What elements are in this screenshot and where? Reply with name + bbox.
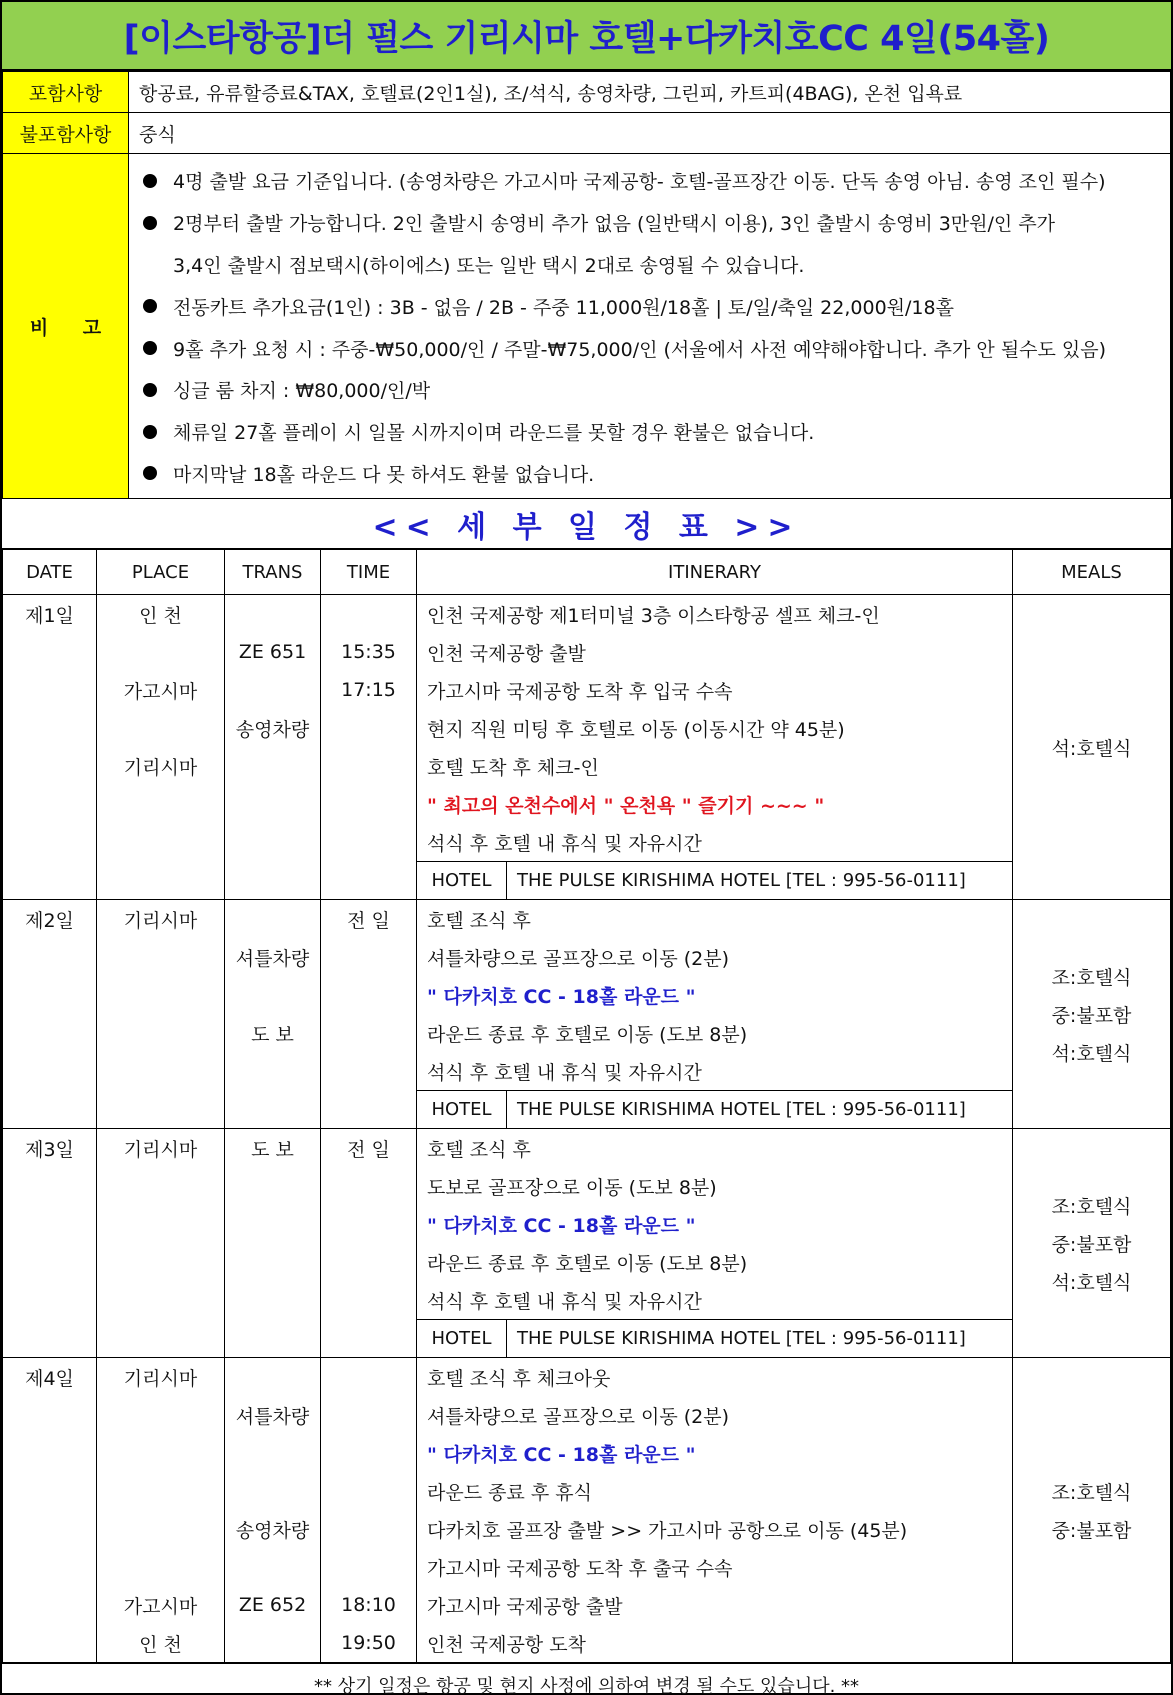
- itinerary-line: 도보로 골프장으로 이동 (도보 8분): [427, 1176, 717, 1199]
- footer-notice: ** 상기 일정은 항공 및 현지 사정에 의하여 변경 될 수도 있습니다. **: [2, 1663, 1171, 1695]
- time-entry: [321, 1434, 416, 1472]
- notes-label: 비 고: [3, 154, 129, 499]
- excluded-value: 중식: [129, 113, 1171, 154]
- note-text: 4명 출발 요금 기준입니다. (송영차량은 가고시마 국제공항- 호텔-골프장간 이동. 단독 송영 아님. 송영 조인 필수): [173, 171, 1106, 194]
- time-entry: [321, 938, 416, 976]
- note-text: 싱글 룸 차지 : ₩80,000/인/박: [173, 380, 431, 403]
- schedule-title: << 세 부 일 정 표 >>: [2, 499, 1171, 549]
- place-entry: [97, 785, 224, 823]
- time-entry: [321, 1510, 416, 1548]
- note-line: [139, 327, 1170, 369]
- bullet-icon: [143, 341, 157, 355]
- hotel-value: THE PULSE KIRISHIMA HOTEL [TEL : 995-56-0111]: [517, 870, 966, 892]
- bullet-icon: [143, 425, 157, 439]
- note-line: [139, 411, 1170, 453]
- note-line: [139, 285, 1170, 327]
- header-time: TIME: [321, 550, 417, 595]
- itinerary-line: " 다카치호 CC - 18홀 라운드 ": [427, 985, 696, 1008]
- day-row: [3, 595, 1171, 900]
- schedule-table: [2, 549, 1171, 1663]
- hotel-label: HOTEL: [417, 1091, 507, 1128]
- time-entry: [321, 595, 416, 633]
- place-entry: [97, 1014, 224, 1052]
- note-text: 마지막날 18홀 라운드 다 못 하셔도 환불 없습니다.: [173, 463, 595, 486]
- day-row: [3, 1358, 1171, 1663]
- trans-cell: [225, 595, 321, 900]
- place-entry: [97, 1243, 224, 1281]
- place-cell: [97, 1358, 225, 1663]
- itinerary-line: 인천 국제공항 제1터미널 3층 이스타항공 셀프 체크-인: [427, 604, 880, 627]
- trans-entry: ZE 651: [238, 641, 307, 664]
- hotel-row: [417, 1090, 1012, 1128]
- place-entry: 인 천: [139, 1633, 182, 1656]
- notes-list: [129, 154, 1171, 499]
- place-entry: [97, 1472, 224, 1510]
- place-entry: [97, 1434, 224, 1472]
- note-text: 전동카트 추가요금(1인) : 3B - 없음 / 2B - 주중 11,000원/18홀 | 토/일/축일 22,000원/18홀: [173, 296, 954, 319]
- day-row: [3, 900, 1171, 1129]
- time-entry: [321, 1472, 416, 1510]
- place-entry: [97, 938, 224, 976]
- place-cell: [97, 1129, 225, 1358]
- excluded-row: [3, 113, 1171, 154]
- time-entry: [321, 1281, 416, 1319]
- trans-entry: [225, 823, 320, 861]
- header-date: DATE: [3, 550, 97, 595]
- place-entry: [97, 976, 224, 1014]
- meal-entry: 중:불포함: [1051, 1004, 1132, 1027]
- trans-cell: [225, 900, 321, 1129]
- itinerary-line: 인천 국제공항 도착: [427, 1633, 586, 1656]
- page-title: [이스타항공]더 펄스 기리시마 호텔+다카치호CC 4일(54홀): [2, 2, 1171, 71]
- note-line: [139, 202, 1170, 244]
- itinerary-line: 라운드 종료 후 휴식: [427, 1481, 592, 1504]
- itinerary-line: 셔틀차량으로 골프장으로 이동 (2분): [427, 1405, 729, 1428]
- notes-row: [3, 154, 1171, 499]
- meal-entry: 조:호텔식: [1051, 1195, 1132, 1218]
- trans-entry: [225, 1624, 320, 1662]
- itinerary-line: 석식 후 호텔 내 휴식 및 자유시간: [427, 832, 702, 855]
- header-meals: MEALS: [1013, 550, 1171, 595]
- time-entry: 19:50: [341, 1632, 396, 1655]
- itinerary-line: 라운드 종료 후 호텔로 이동 (도보 8분): [427, 1252, 748, 1275]
- itinerary-cell: [417, 900, 1013, 1129]
- itinerary-line: " 다카치호 CC - 18홀 라운드 ": [427, 1214, 696, 1237]
- note-text: 2명부터 출발 가능합니다. 2인 출발시 송영비 추가 없음 (일반택시 이용), 3인 출발시 송영비 3만원/인 추가: [173, 213, 1056, 236]
- trans-entry: 도 보: [251, 1023, 294, 1046]
- itinerary-line: 다카치호 골프장 출발 >> 가고시마 공항으로 이동 (45분): [427, 1519, 908, 1542]
- trans-entry: [225, 976, 320, 1014]
- trans-entry: [225, 900, 320, 938]
- time-entry: [321, 1014, 416, 1052]
- itinerary-line: 호텔 조식 후: [427, 909, 531, 932]
- itinerary-line: 셔틀차량으로 골프장으로 이동 (2분): [427, 947, 729, 970]
- trans-entry: ZE 652: [238, 1594, 307, 1617]
- meal-entry: 조:호텔식: [1051, 966, 1132, 989]
- bullet-icon: [143, 299, 157, 313]
- trans-entry: 셔틀차량: [235, 1405, 310, 1428]
- included-label: 포함사항: [3, 72, 129, 113]
- time-entry: 18:10: [341, 1594, 396, 1617]
- bullet-icon: [143, 466, 157, 480]
- itinerary-line: 가고시마 국제공항 도착 후 입국 수속: [427, 680, 733, 703]
- note-text: 체류일 27홀 플레이 시 일몰 시까지이며 라운드를 못할 경우 환불은 없습니다.: [173, 422, 815, 445]
- trans-entry: [225, 1548, 320, 1586]
- itinerary-line: " 다카치호 CC - 18홀 라운드 ": [427, 1443, 696, 1466]
- time-entry: [321, 709, 416, 747]
- meals-cell: [1013, 595, 1171, 900]
- trans-entry: [225, 747, 320, 785]
- meals-cell: [1013, 1358, 1171, 1663]
- trans-entry: [225, 1358, 320, 1396]
- place-entry: [97, 823, 224, 861]
- hotel-row: [417, 1319, 1012, 1357]
- time-entry: [321, 1167, 416, 1205]
- meals-cell: [1013, 1129, 1171, 1358]
- trans-entry: [225, 671, 320, 709]
- bullet-icon: [143, 216, 157, 230]
- included-row: [3, 72, 1171, 113]
- place-entry: [97, 1548, 224, 1586]
- note-line: [139, 369, 1170, 411]
- trans-entry: 셔틀차량: [235, 947, 310, 970]
- itinerary-line: 호텔 조식 후: [427, 1138, 531, 1161]
- time-entry: [321, 1396, 416, 1434]
- hotel-value: THE PULSE KIRISHIMA HOTEL [TEL : 995-56-0111]: [517, 1099, 966, 1121]
- place-entry: 기리시마: [123, 1367, 198, 1390]
- header-place: PLACE: [97, 550, 225, 595]
- note-text: 3,4인 출발시 점보택시(하이에스) 또는 일반 택시 2대로 송영될 수 있습니다.: [173, 254, 805, 277]
- hotel-label: HOTEL: [417, 862, 507, 899]
- date-entry: 제4일: [25, 1367, 74, 1390]
- trans-cell: [225, 1129, 321, 1358]
- itinerary-line: 라운드 종료 후 호텔로 이동 (도보 8분): [427, 1023, 748, 1046]
- note-text: 9홀 추가 요청 시 : 주중-₩50,000/인 / 주말-₩75,000/인 (서울에서 사전 예약해야합니다. 추가 안 될수도 있음): [173, 338, 1107, 361]
- package-info-table: [2, 71, 1171, 499]
- time-cell: [321, 900, 417, 1129]
- place-entry: [97, 1510, 224, 1548]
- itinerary-line: " 최고의 온천수에서 " 온천욕 " 즐기기 ~~~ ": [427, 794, 825, 817]
- place-entry: 기리시마: [123, 756, 198, 779]
- place-entry: 기리시마: [123, 909, 198, 932]
- time-entry: [321, 1243, 416, 1281]
- time-cell: [321, 1129, 417, 1358]
- time-entry: [321, 976, 416, 1014]
- place-entry: 기리시마: [123, 1138, 198, 1161]
- date-entry: 제1일: [25, 604, 74, 627]
- place-entry: [97, 1052, 224, 1090]
- day-row: [3, 1129, 1171, 1358]
- hotel-value: THE PULSE KIRISHIMA HOTEL [TEL : 995-56-0111]: [517, 1328, 966, 1350]
- header-itinerary: ITINERARY: [417, 550, 1013, 595]
- place-entry: 인 천: [139, 604, 182, 627]
- itinerary-line: 석식 후 호텔 내 휴식 및 자유시간: [427, 1290, 702, 1313]
- place-entry: 가고시마: [123, 1595, 198, 1618]
- place-entry: [97, 1396, 224, 1434]
- itinerary-line: 인천 국제공항 출발: [427, 642, 586, 665]
- trans-entry: [225, 595, 320, 633]
- note-line: [139, 244, 1170, 286]
- place-entry: [97, 1205, 224, 1243]
- place-entry: [97, 1167, 224, 1205]
- note-line: [139, 453, 1170, 495]
- itinerary-line: 호텔 조식 후 체크아웃: [427, 1367, 611, 1390]
- place-entry: [97, 709, 224, 747]
- included-value: 항공료, 유류할증료&TAX, 호텔료(2인1실), 조/석식, 송영차량, 그린피, 카트피(4BAG), 온천 입욕료: [129, 72, 1171, 113]
- trans-entry: [225, 1281, 320, 1319]
- time-entry: [321, 747, 416, 785]
- time-cell: [321, 595, 417, 900]
- meal-entry: 조:호텔식: [1051, 1481, 1132, 1504]
- time-entry: 전 일: [347, 1138, 390, 1161]
- meal-entry: 석:호텔식: [1051, 1042, 1132, 1065]
- itinerary-line: 석식 후 호텔 내 휴식 및 자유시간: [427, 1061, 702, 1084]
- place-entry: [97, 1281, 224, 1319]
- time-entry: [321, 1205, 416, 1243]
- trans-entry: 송영차량: [235, 1519, 310, 1542]
- itinerary-line: 호텔 도착 후 체크-인: [427, 756, 599, 779]
- time-entry: [321, 1358, 416, 1396]
- date-entry: 제3일: [25, 1138, 74, 1161]
- hotel-label: HOTEL: [417, 1320, 507, 1357]
- bullet-icon: [143, 174, 157, 188]
- time-entry: [321, 1548, 416, 1586]
- trans-entry: 도 보: [251, 1138, 294, 1161]
- excluded-label: 불포함사항: [3, 113, 129, 154]
- place-entry: 가고시마: [123, 680, 198, 703]
- trans-entry: [225, 1052, 320, 1090]
- date-cell: [3, 900, 97, 1129]
- trans-entry: [225, 1243, 320, 1281]
- trans-entry: 송영차량: [235, 718, 310, 741]
- time-entry: 17:15: [341, 679, 396, 702]
- time-entry: 전 일: [347, 909, 390, 932]
- meal-entry: 중:불포함: [1051, 1519, 1132, 1542]
- trans-entry: [225, 1205, 320, 1243]
- meal-entry: 중:불포함: [1051, 1233, 1132, 1256]
- header-trans: TRANS: [225, 550, 321, 595]
- hotel-row: [417, 861, 1012, 899]
- meal-entry: 석:호텔식: [1051, 1271, 1132, 1294]
- time-cell: [321, 1358, 417, 1663]
- date-cell: [3, 1129, 97, 1358]
- trans-entry: [225, 1472, 320, 1510]
- place-entry: [97, 633, 224, 671]
- trans-entry: [225, 785, 320, 823]
- trans-entry: [225, 1434, 320, 1472]
- trans-cell: [225, 1358, 321, 1663]
- note-line: [139, 160, 1170, 202]
- place-cell: [97, 900, 225, 1129]
- time-entry: [321, 785, 416, 823]
- itinerary-cell: [417, 595, 1013, 900]
- date-cell: [3, 595, 97, 900]
- itinerary-line: 가고시마 국제공항 출발: [427, 1595, 623, 1618]
- itinerary-line: 현지 직원 미팅 후 호텔로 이동 (이동시간 약 45분): [427, 718, 845, 741]
- bullet-icon: [143, 383, 157, 397]
- itinerary-line: 가고시마 국제공항 도착 후 출국 수속: [427, 1557, 733, 1580]
- schedule-header-row: [3, 550, 1171, 595]
- itinerary-cell: [417, 1358, 1013, 1663]
- date-entry: 제2일: [25, 909, 74, 932]
- meal-entry: 석:호텔식: [1051, 737, 1132, 760]
- itinerary-cell: [417, 1129, 1013, 1358]
- meals-cell: [1013, 900, 1171, 1129]
- place-cell: [97, 595, 225, 900]
- time-entry: [321, 1052, 416, 1090]
- time-entry: [321, 823, 416, 861]
- trans-entry: [225, 1167, 320, 1205]
- date-cell: [3, 1358, 97, 1663]
- time-entry: 15:35: [341, 641, 396, 664]
